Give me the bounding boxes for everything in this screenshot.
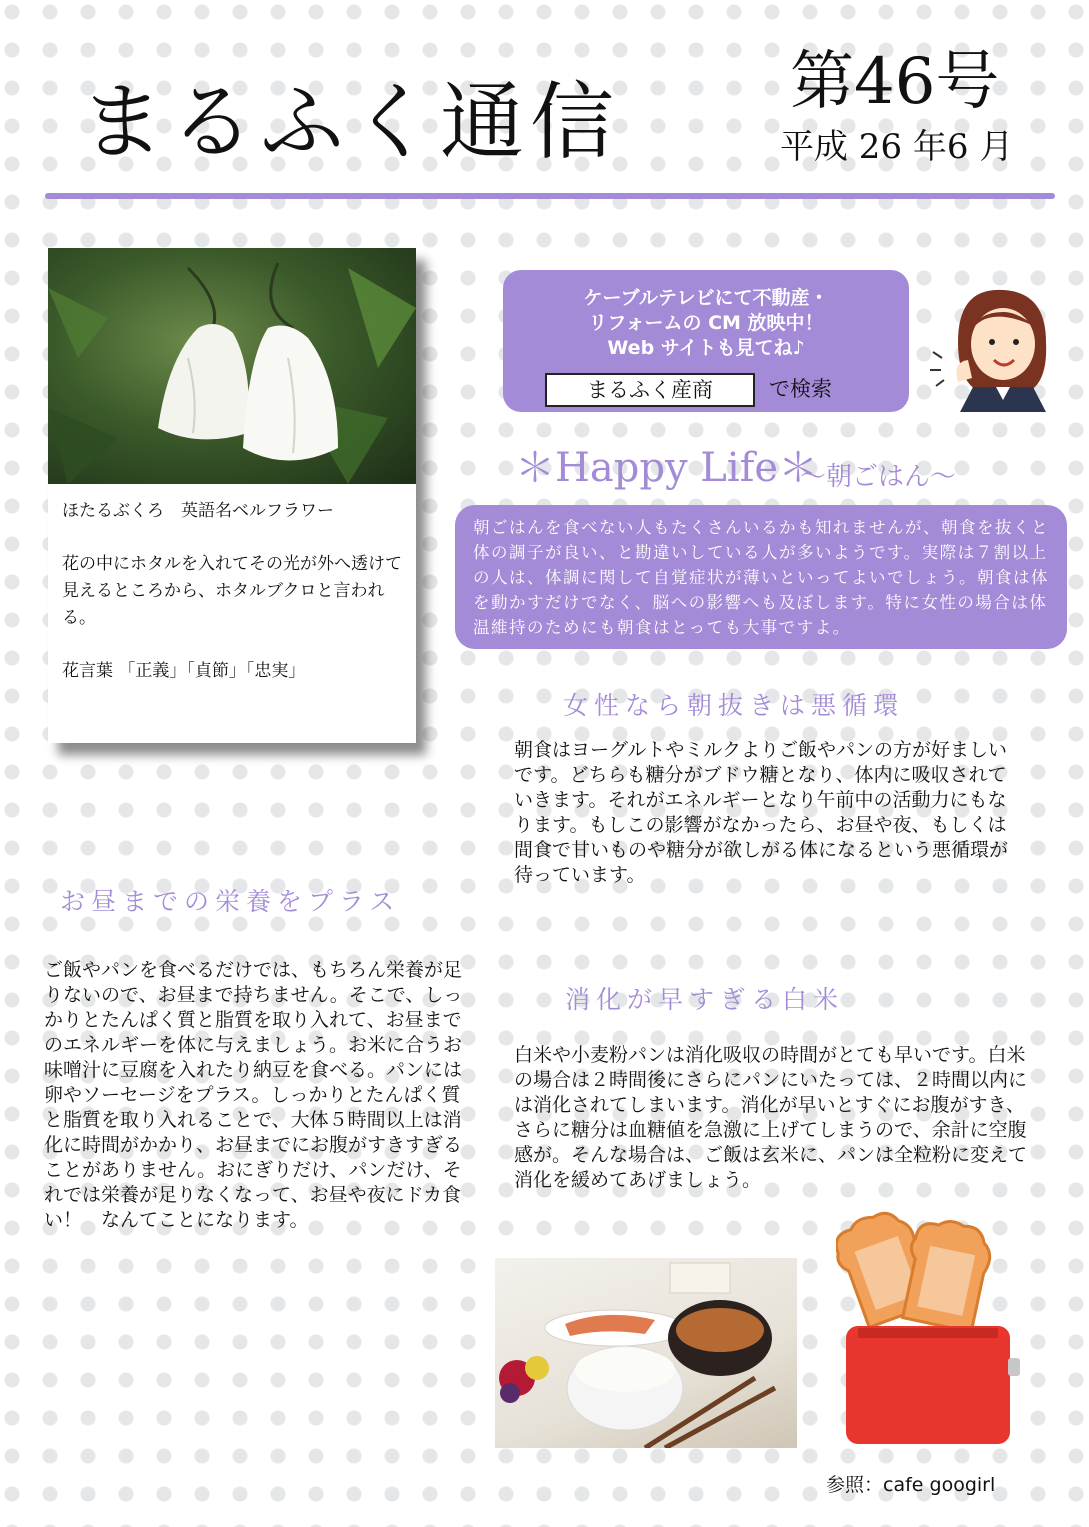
search-suffix: で検索 — [769, 377, 832, 401]
bellflower-photo — [48, 248, 416, 484]
issue-number: 第46号 — [790, 45, 1000, 119]
breakfast-photo — [495, 1258, 797, 1448]
header-divider — [45, 193, 1055, 199]
intro-text: 朝ごはんを食べない人もたくさんいるかも知れませんが、朝食を抜くと体の調子が良い、と勘違いしている人が多いようです。実際は７割以上の人は、体調に関して自覚症状が薄いといってよいでしょう。朝食は体を動かすだけでなく、脳への影響へも及ぼします。特に女性の場合は体温維持のためにも朝食はとっても大事ですよ。 — [473, 518, 1049, 637]
section-heading-nutrition: お昼までの栄養をプラス — [60, 887, 401, 916]
section-heading-women: 女性なら朝抜きは悪循環 — [563, 691, 905, 720]
cable-ad-text — [503, 286, 909, 361]
flower-description: 花の中にホタルを入れてその光が外へ透けて見えるところから、ホタルブクロと言われる。 — [62, 554, 402, 628]
flower-card — [48, 248, 416, 743]
flower-hanakotoba: 花言葉 「正義」「貞節」「忠実」 — [62, 661, 306, 681]
reference-credit: 参照：cafe googirl — [826, 1474, 996, 1496]
happy-life-subtitle: ～朝ごはん～ — [800, 462, 957, 492]
intro-box — [455, 505, 1067, 649]
toaster-illustration — [836, 1208, 1022, 1448]
flower-name: ほたるぶくろ 英語名ベルフラワー — [62, 501, 334, 521]
newsletter-title: まるふく通信 — [80, 73, 621, 171]
section-body-women: 朝食はヨーグルトやミルクよりご飯やパンの方が好ましいです。どちらも糖分がブドウ糖となり、体内に吸収されていきます。それがエネルギーとなり午前中の活動力にもなります。もしこの影響がなかったら、お昼や夜、もしくは間食で甘いものや糖分が欲しがる体になるという悪循環が待っています。 — [514, 739, 1009, 886]
girl-illustration — [928, 282, 1068, 412]
cable-tv-ad — [503, 270, 909, 412]
section-body-nutrition: ご飯やパンを食べるだけでは、もちろん栄養が足りないので、お昼まで持ちません。そこで、しっかりとたんぱく質と脂質を取り入れて、お昼までのエネルギーを体に与えましょう。お米に合うお味噌汁に豆腐を入れたり納豆を食べる。パンには卵やソーセージをプラス。しっかりとたんぱく質と脂質を取り入れることで、大体５時間以上は消化に時間がかかり、お昼までにお腹がすきすぎることがありません。おにぎりだけ、パンだけ、それでは栄養が足りなくなって、お昼や夜にドカ食い！ なんてことになります。 — [44, 959, 463, 1231]
cable-ad-line-2: リフォームの CM 放映中！ — [588, 312, 824, 334]
section-heading-digestion: 消化が早すぎる白米 — [565, 985, 845, 1014]
section-body-digestion: 白米や小麦粉パンは消化吸収の時間がとても早いです。白米の場合は２時間後にさらにパンにいたっては、２時間以内には消化されてしまいます。消化が早いとすぐにお腹がすき、さらに糖分は血糖値を急激に上げてしまうので、余計に空腹感が。そんな場合は、ご飯は玄米に、パンは全粒粉に変えて消化を緩めてあげましょう。 — [514, 1044, 1028, 1191]
search-term-box: まるふく産商 — [545, 373, 755, 407]
issue-date: 平成 26 年6 月 — [780, 127, 1014, 167]
cable-ad-line-1: ケーブルテレビにて不動産・ — [583, 287, 829, 309]
cable-ad-line-3: Web サイトも見てね♪ — [607, 337, 805, 359]
happy-life-title: ＊Happy Life＊ — [515, 445, 819, 491]
flower-caption — [62, 498, 407, 711]
